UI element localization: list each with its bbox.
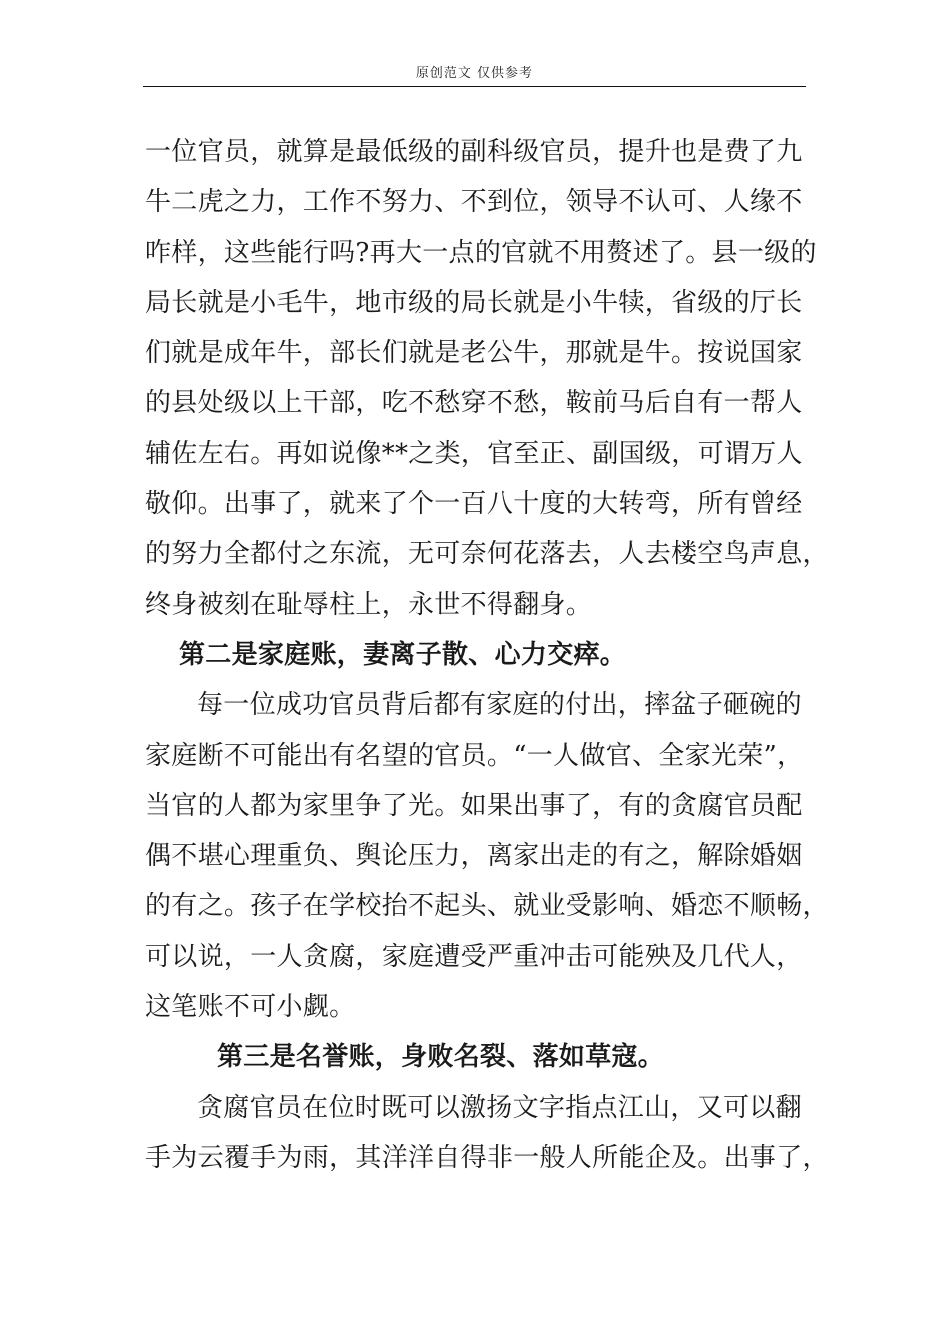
- text-line: 的县处级以上干部，吃不愁穿不愁，鞍前马后自有一帮人: [145, 388, 803, 419]
- text-line: 贪腐官员在位时既可以激扬文字指点江山，又可以翻: [197, 1092, 802, 1123]
- section-heading-family: 第二是家庭账，妻离子散、心力交瘁。: [179, 639, 627, 670]
- text-line: 的有之。孩子在学校抬不起头、就业受影响、婚恋不顺畅，: [145, 891, 829, 922]
- text-line: 牛二虎之力，工作不努力、不到位，领导不认可、人缘不: [145, 187, 803, 218]
- text-line: 家庭断不可能出有名望的官员。“一人做官、全家光荣”，: [145, 740, 804, 771]
- text-line: 辅佐左右。再如说像**之类，官至正、副国级，可谓万人: [145, 438, 803, 469]
- text-line: 敬仰。出事了，就来了个一百八十度的大转弯，所有曾经: [145, 489, 803, 520]
- text-line: 们就是成年牛，部长们就是老公牛，那就是牛。按说国家: [145, 338, 803, 369]
- text-line: 这笔账不可小觑。: [145, 992, 356, 1023]
- text-line: 当官的人都为家里争了光。如果出事了，有的贪腐官员配: [145, 790, 803, 821]
- page-header: [143, 64, 806, 87]
- text-line: 终身被刻在耻辱柱上，永世不得翻身。: [145, 589, 593, 620]
- header-text: 原创范文 仅供参考: [415, 66, 534, 81]
- text-line: 每一位成功官员背后都有家庭的付出，摔盆子砸碗的: [197, 690, 802, 721]
- document-body: [145, 127, 829, 1183]
- text-line: 局长就是小毛牛，地市级的局长就是小牛犊，省级的厅长: [145, 287, 803, 318]
- text-line: 偶不堪心理重负、舆论压力，离家出走的有之，解除婚姻: [145, 841, 803, 872]
- section-heading-reputation: 第三是名誉账，身败名裂、落如草寇。: [217, 1042, 665, 1073]
- text-line: 一位官员，就算是最低级的副科级官员，提升也是费了九: [145, 137, 803, 167]
- text-line: 的努力全都付之东流，无可奈何花落去，人去楼空鸟声息，: [145, 539, 829, 570]
- text-line: 可以说，一人贪腐，家庭遭受严重冲击可能殃及几代人，: [145, 941, 803, 972]
- text-line: 咋样，这些能行吗?再大一点的官就不用赘述了。县一级的: [145, 237, 817, 268]
- text-line: 手为云覆手为雨，其洋洋自得非一般人所能企及。出事了，: [145, 1142, 829, 1173]
